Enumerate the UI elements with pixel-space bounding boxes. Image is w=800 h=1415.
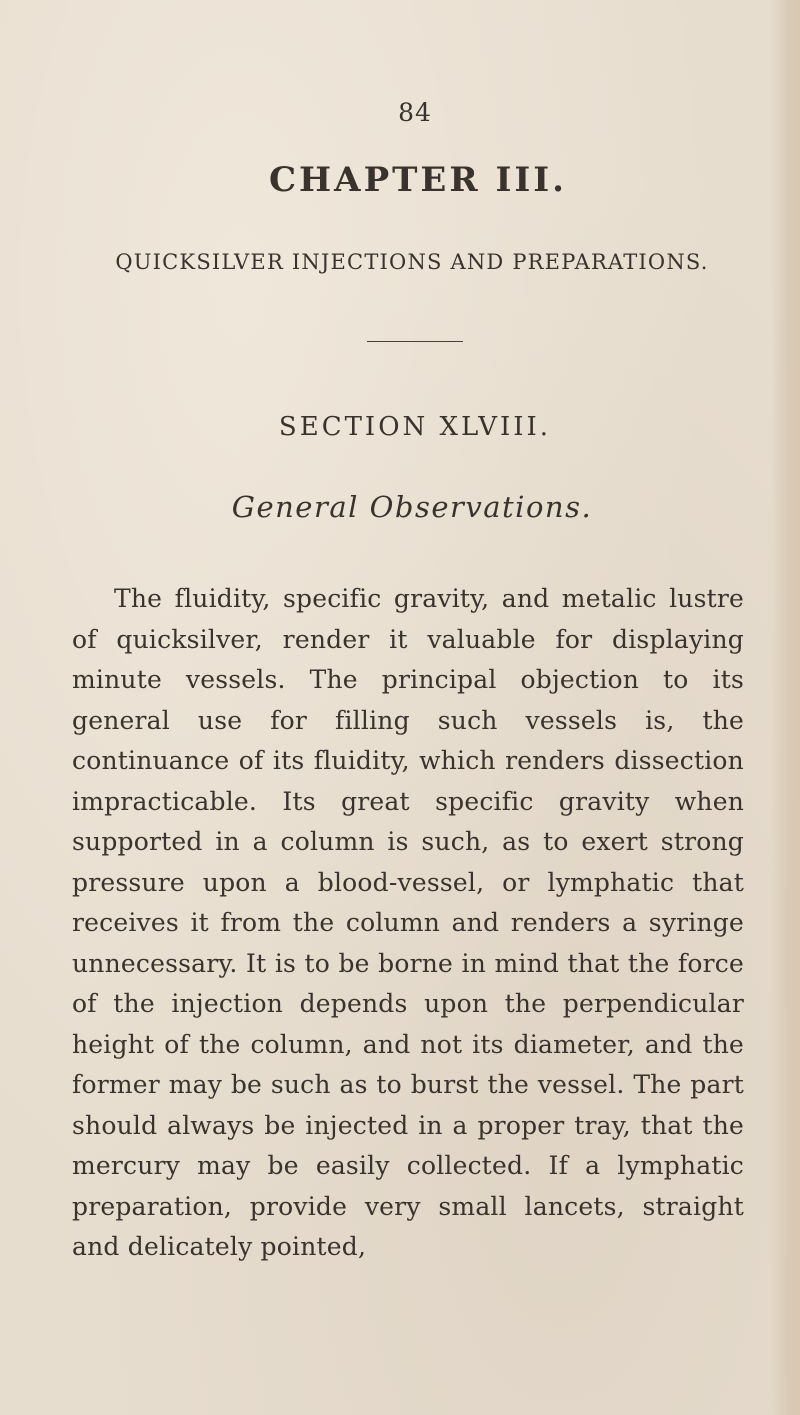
page-edge-shadow: [770, 0, 800, 1415]
section-divider: [367, 341, 463, 342]
chapter-subtitle: QUICKSILVER INJECTIONS AND PREPARATIONS.: [115, 250, 709, 274]
chapter-title: CHAPTER III.: [269, 160, 567, 200]
section-title: SECTION XLVIII.: [278, 412, 552, 442]
body-text: [72, 579, 744, 1268]
page-number: 84: [398, 98, 432, 127]
body-paragraph: The fluidity, specific gravity, and metalic lustre of quicksilver, render it valuable for displaying minute vessels. The principal objection to its general use for filling such vessels is, the continuance of its fluidity, which renders dissection impracticable. Its great specific gravity when supported in a column is such, as to exert strong pressure upon a blood-vessel, or lymphatic that receives it from the column and renders a syringe unnecessary. It is to be borne in mind that the force of the injection depends upon the perpendicular height of the column, and not its diameter, and the former may be such as to burst the vessel. The part should always be injected in a proper tray, that the mercury may be easily collected. If a lymphatic preparation, provide very small lancets, straight and delicately pointed,: [72, 584, 744, 1261]
section-subtitle: General Observations.: [231, 490, 593, 524]
